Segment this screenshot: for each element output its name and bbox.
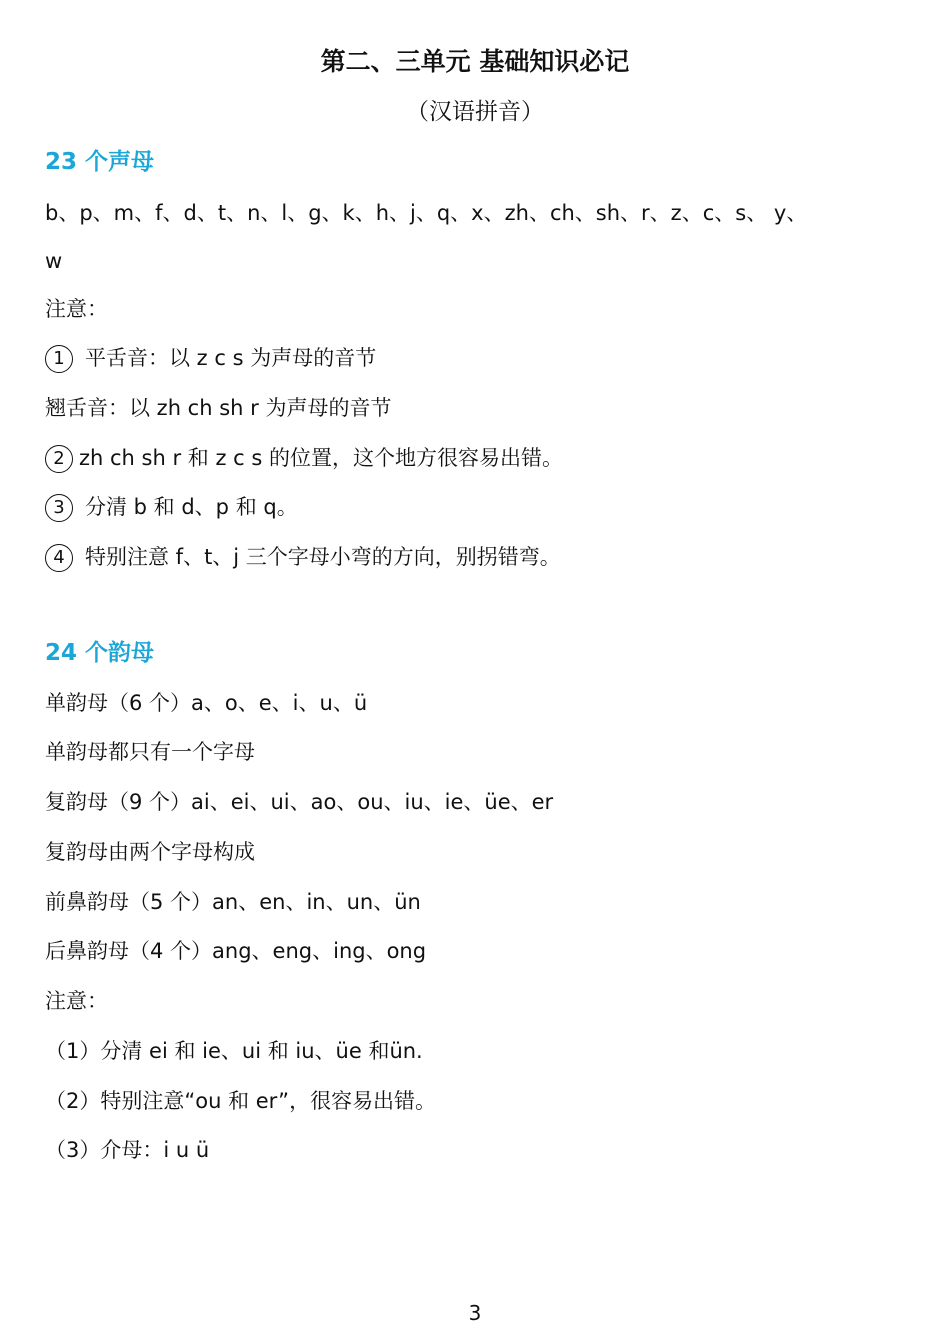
yunmu-line: 单韵母（6 个）a、o、e、i、u、ü [45,691,368,715]
circled-number-4: 4 [45,544,73,572]
shengmu-note-text: 平舌音：以 z c s 为声母的音节 [85,346,377,370]
shengmu-note-text: 特别注意 f、t、j 三个字母小弯的方向，别拐错弯。 [85,545,561,569]
yunmu-line: 单韵母都只有一个字母 [45,740,255,764]
page-subtitle: （汉语拼音） [406,99,544,125]
shengmu-note-item [45,490,298,524]
shengmu-note-item [45,441,563,475]
page-title: 第二、三单元 基础知识必记 [320,47,630,76]
section-heading-yunmu: 24 个韵母 [45,640,155,666]
circled-number-2: 2 [45,445,73,473]
shengmu-note-text: 翘舌音：以 zh ch sh r 为声母的音节 [45,396,392,420]
shengmu-list-line-1: b、p、m、f、d、t、n、l、g、k、h、j、q、x、zh、ch、sh、r、z、c、s、 y、 [45,201,808,225]
shengmu-note-item [45,391,391,425]
yunmu-note-label: 注意： [45,989,108,1013]
shengmu-note-label: 注意： [45,297,108,321]
yunmu-note-item: （3）介母：i u ü [45,1138,210,1162]
yunmu-line: 后鼻韵母（4 个）ang、eng、ing、ong [45,939,427,963]
circled-number-3: 3 [45,494,73,522]
shengmu-note-item [45,540,561,574]
yunmu-line: 前鼻韵母（5 个）an、en、in、un、ün [45,890,421,914]
circled-number-1: 1 [45,345,73,373]
yunmu-line: 复韵母（9 个）ai、ei、ui、ao、ou、iu、ie、üe、er [45,790,554,814]
page-number: 3 [468,1301,482,1325]
shengmu-note-text: zh ch sh r 和 z c s 的位置，这个地方很容易出错。 [79,446,563,470]
shengmu-note-item [45,341,376,375]
yunmu-note-item: （1）分清 ei 和 ie、ui 和 iu、üe 和ün. [45,1039,423,1063]
shengmu-note-text: 分清 b 和 d、p 和 q。 [85,495,298,519]
yunmu-line: 复韵母由两个字母构成 [45,840,255,864]
section-heading-shengmu: 23 个声母 [45,149,155,175]
yunmu-note-item: （2）特别注意“ou 和 er”，很容易出错。 [45,1089,437,1113]
shengmu-list-line-2: w [45,249,63,273]
